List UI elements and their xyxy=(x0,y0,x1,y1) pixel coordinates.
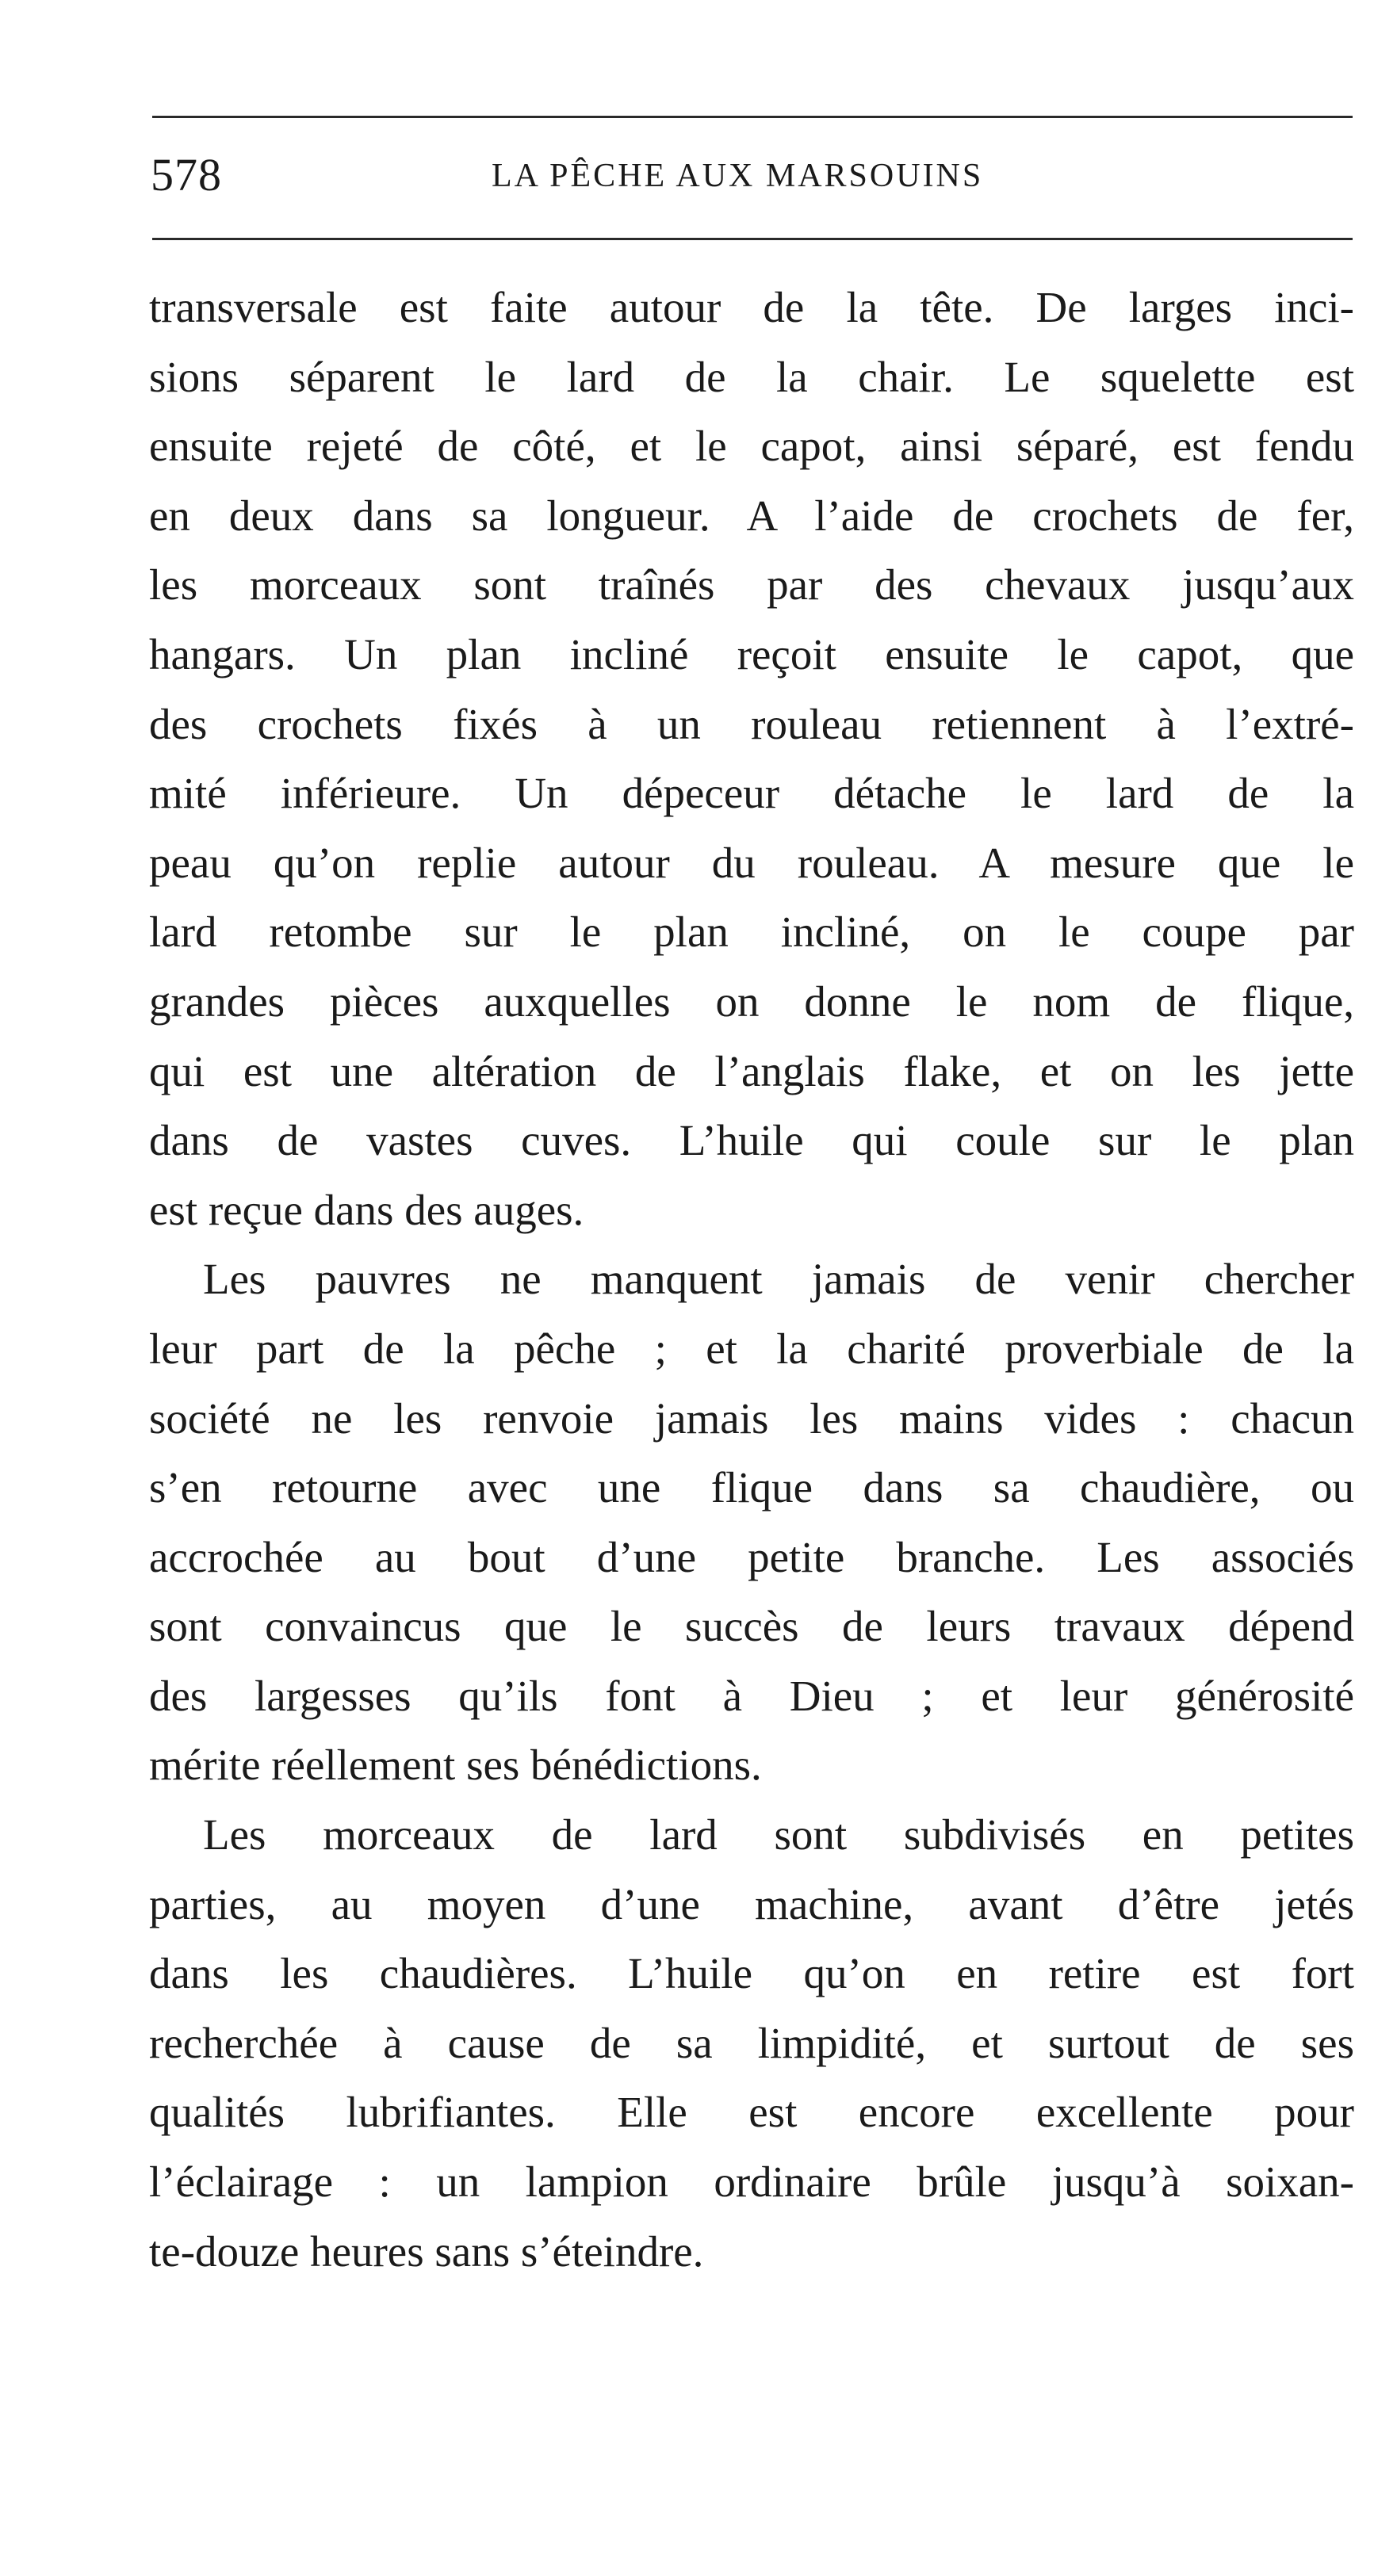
paragraph-3 xyxy=(149,1800,1354,2286)
text-line: Les morceaux de lard sont subdivisés en petites xyxy=(203,1810,1354,1859)
text-line: accrochée au bout d’une petite branche. Les associés xyxy=(149,1532,1354,1581)
text-line: peau qu’on replie autour du rouleau. A mesure que le xyxy=(149,838,1354,887)
text-line: l’éclairage : un lampion ordinaire brûle jusqu’à soixan- xyxy=(149,2157,1354,2207)
paragraph-1 xyxy=(149,273,1354,1244)
text-line: dans de vastes cuves. L’huile qui coule sur le plan xyxy=(149,1116,1354,1165)
text-line: les morceaux sont traînés par des chevaux jusqu’aux xyxy=(149,560,1354,610)
text-line: des crochets fixés à un rouleau retiennent à l’extré- xyxy=(149,699,1354,748)
text-line: ensuite rejeté de côté, et le capot, ainsi séparé, est fendu xyxy=(149,422,1354,471)
running-head xyxy=(151,147,1353,203)
body-text xyxy=(149,273,1354,2286)
page-number: 578 xyxy=(151,149,222,201)
text-line: en deux dans sa longueur. A l’aide de crochets de fer, xyxy=(149,491,1354,540)
text-line: qualités lubrifiantes. Elle est encore excellente pour xyxy=(149,2088,1354,2137)
text-line: dans les chaudières. L’huile qu’on en retire est fort xyxy=(149,1949,1354,1998)
text-line: te-douze heures sans s’éteindre. xyxy=(149,2226,704,2276)
text-line: lard retombe sur le plan incliné, on le coupe par xyxy=(149,908,1354,957)
text-line: sions séparent le lard de la chair. Le squelette est xyxy=(149,352,1354,401)
running-title: LA PÊCHE AUX MARSOUINS xyxy=(492,158,984,194)
text-line: des largesses qu’ils font à Dieu ; et leur générosité xyxy=(149,1671,1354,1720)
text-line: mérite réellement ses bénédictions. xyxy=(149,1741,762,1790)
text-line: est reçue dans des auges. xyxy=(149,1185,584,1234)
text-line: leur part de la pêche ; et la charité proverbiale de la xyxy=(149,1324,1354,1373)
text-line: sont convaincus que le succès de leurs travaux dépend xyxy=(149,1602,1354,1651)
text-line: hangars. Un plan incliné reçoit ensuite le capot, que xyxy=(149,629,1354,678)
text-line: recherchée à cause de sa limpidité, et surtout de ses xyxy=(149,2018,1354,2067)
text-line: grandes pièces auxquelles on donne le nom de flique, xyxy=(149,977,1354,1026)
text-line: société ne les renvoie jamais les mains vides : chacun xyxy=(149,1393,1354,1443)
paragraph-2 xyxy=(149,1244,1354,1800)
text-line: qui est une altération de l’anglais flake, et on les jette xyxy=(149,1046,1354,1095)
text-line: transversale est faite autour de la tête. De larges inci- xyxy=(149,283,1354,331)
text-line: Les pauvres ne manquent jamais de venir chercher xyxy=(203,1255,1354,1304)
header-rule-top xyxy=(152,116,1353,118)
header-rule-bottom xyxy=(152,238,1353,240)
text-line: s’en retourne avec une flique dans sa chaudière, ou xyxy=(149,1463,1354,1512)
text-line: mité inférieure. Un dépeceur détache le lard de la xyxy=(149,769,1354,818)
text-line: parties, au moyen d’une machine, avant d’être jetés xyxy=(149,1879,1354,1928)
